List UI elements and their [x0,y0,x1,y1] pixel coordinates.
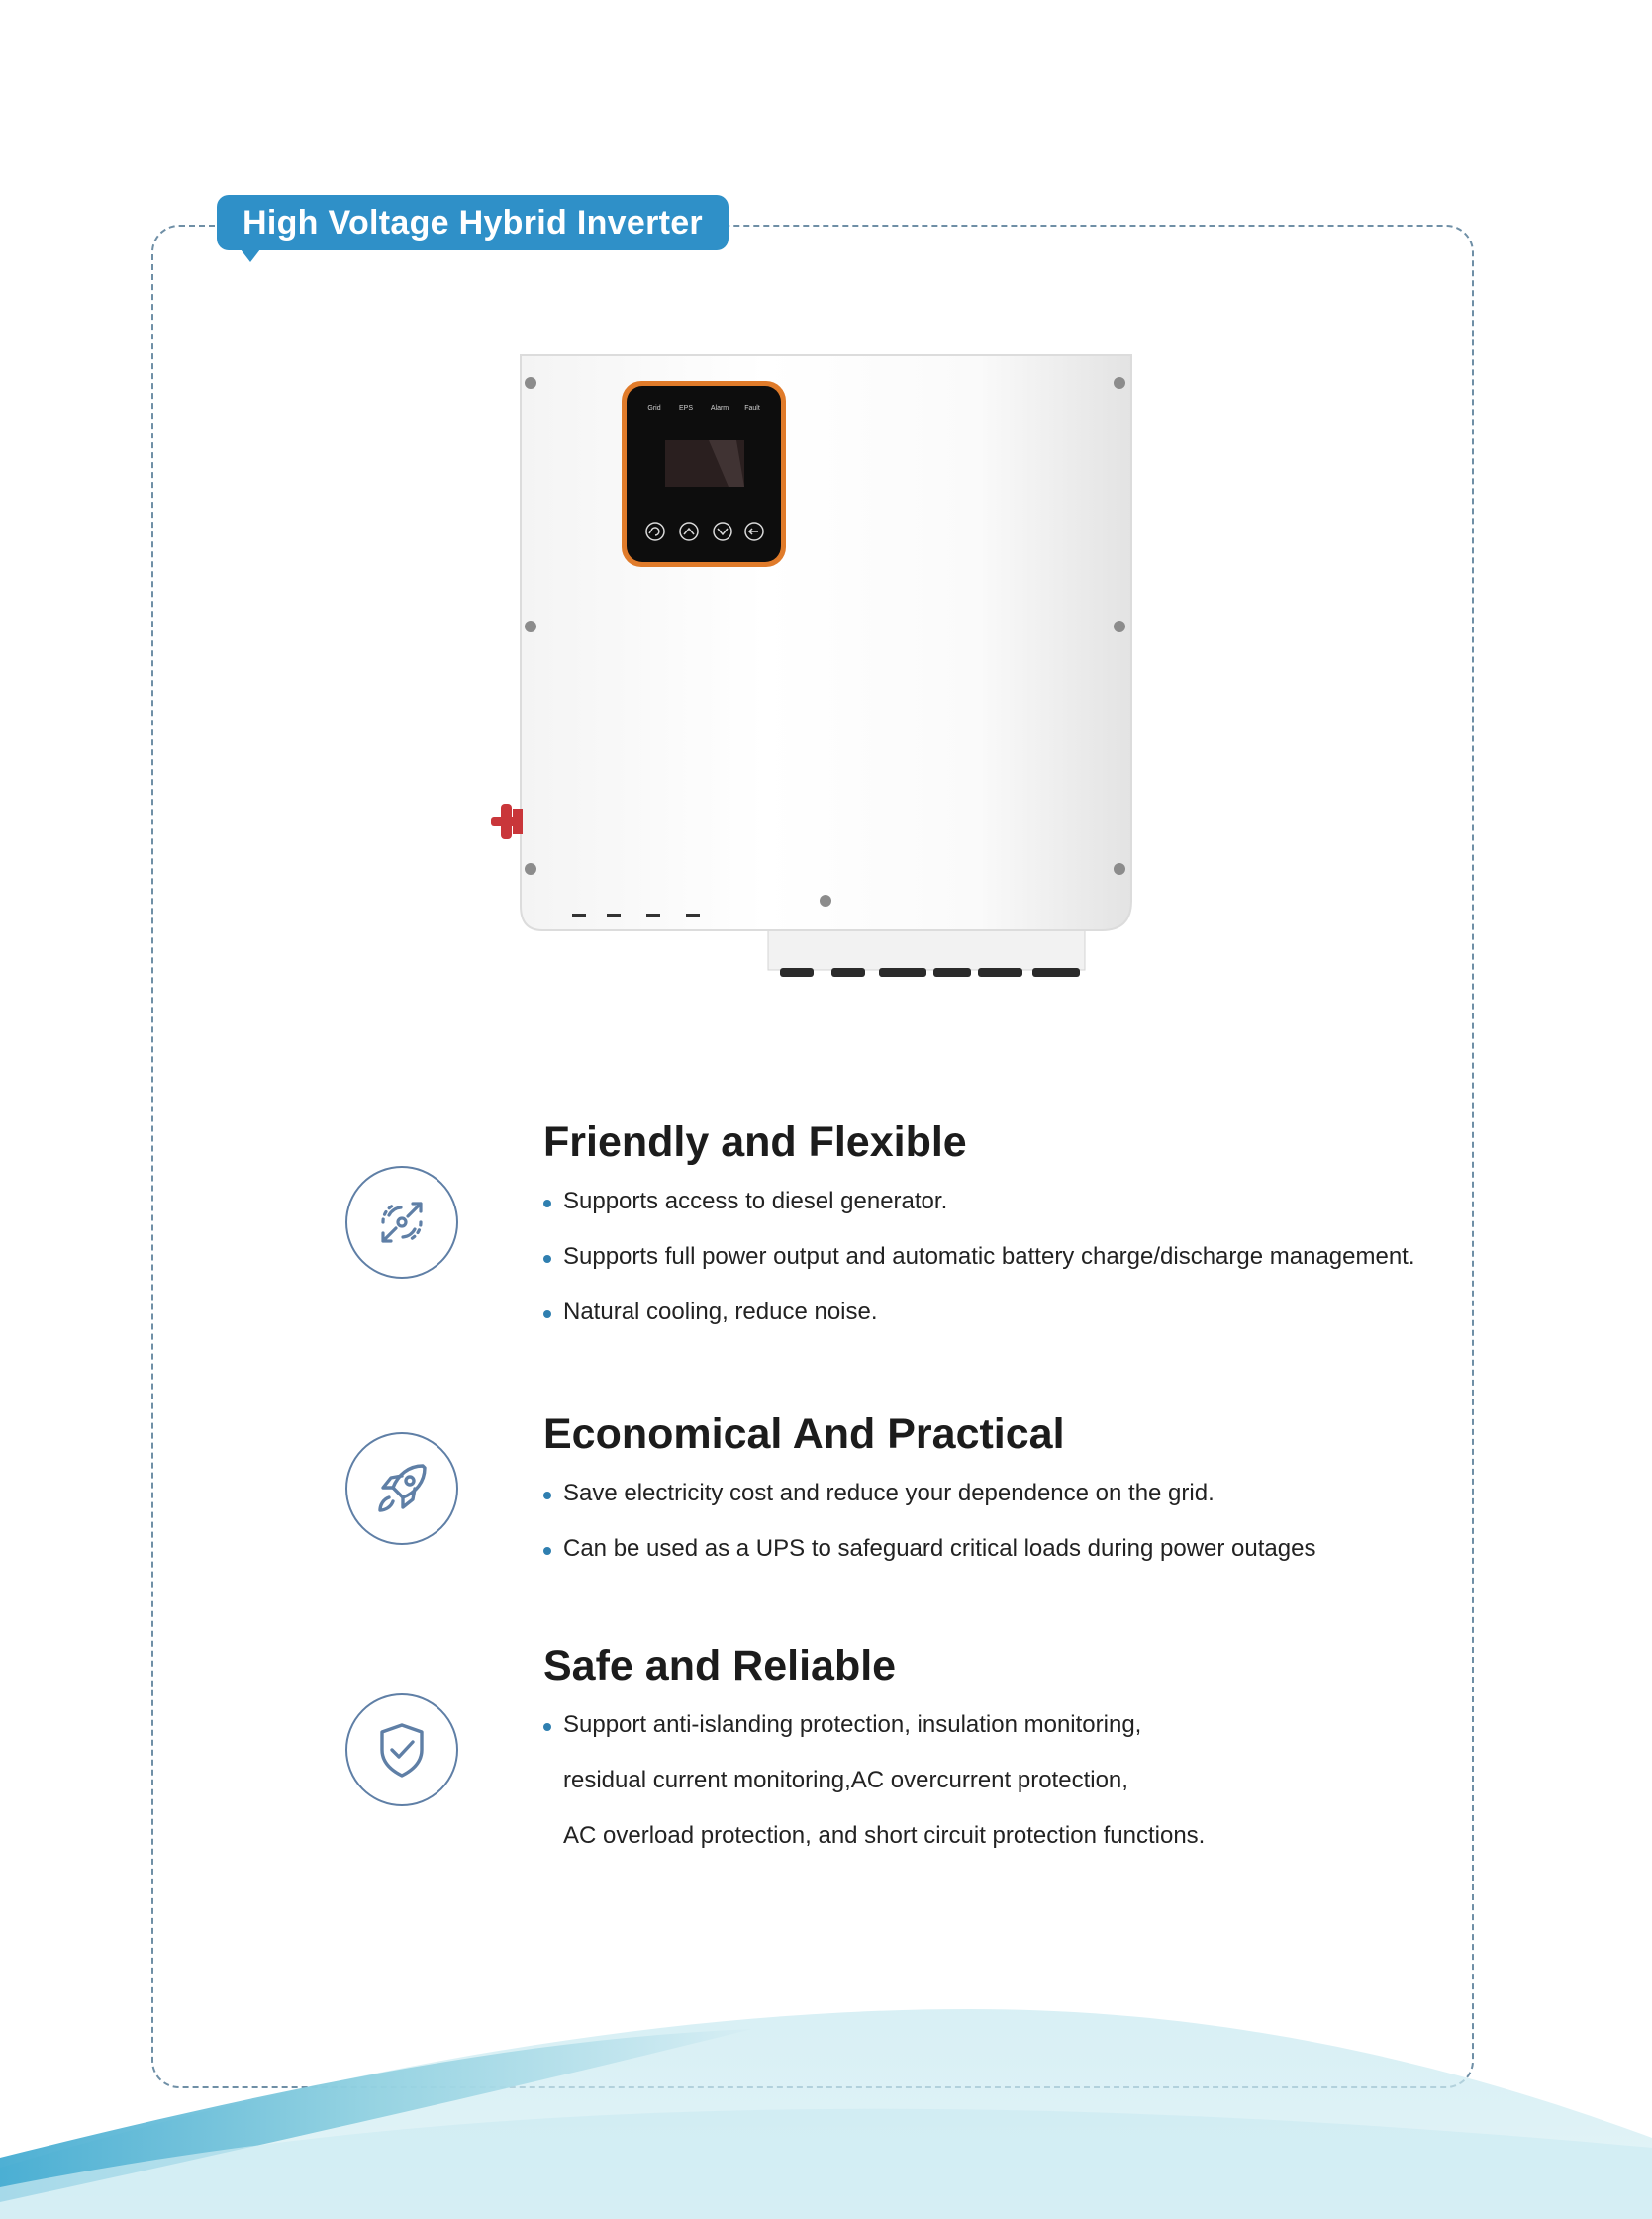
inverter-product-image [473,351,1136,985]
section-icon-badge [345,1693,458,1806]
bullet-list [543,1697,1205,1864]
indicator-grid: Grid [647,405,661,412]
section-icon-badge [345,1166,458,1279]
section-heading: Safe and Reliable [543,1642,897,1689]
section-heading: Economical And Practical [543,1410,1065,1458]
bullet-list [543,1466,1315,1577]
list-item: Supports full power output and automatic battery charge/discharge management. [543,1229,1415,1285]
indicator-fault: Fault [744,405,760,412]
decorative-wave [0,1989,1652,2219]
section-safe-reliable [345,1642,1513,1870]
list-item-continuation: AC overload protection, and short circuit protection functions. [563,1822,1206,1849]
indicator-eps: EPS [678,405,694,412]
section-icon-badge [345,1432,458,1545]
section-economical-practical [345,1410,1513,1579]
section-friendly-flexible [345,1118,1513,1336]
rocket-icon [371,1458,433,1519]
list-item: Can be used as a UPS to safeguard critical loads during power outages [543,1521,1315,1577]
bullet-list [543,1174,1415,1340]
list-item-continuation: residual current monitoring,AC overcurrent protection, [563,1767,1128,1793]
adjust-arrows-icon [371,1192,433,1253]
shield-check-icon [371,1719,433,1781]
list-item: Support anti-islanding protection, insulation monitoring, [543,1697,1205,1753]
list-item: Natural cooling, reduce noise. [543,1285,1415,1340]
list-item: Supports access to diesel generator. [543,1174,1415,1229]
page-title: High Voltage Hybrid Inverter [217,195,729,250]
list-item: Save electricity cost and reduce your dependence on the grid. [543,1466,1315,1521]
section-heading: Friendly and Flexible [543,1118,967,1166]
indicator-alarm: Alarm [710,405,729,412]
